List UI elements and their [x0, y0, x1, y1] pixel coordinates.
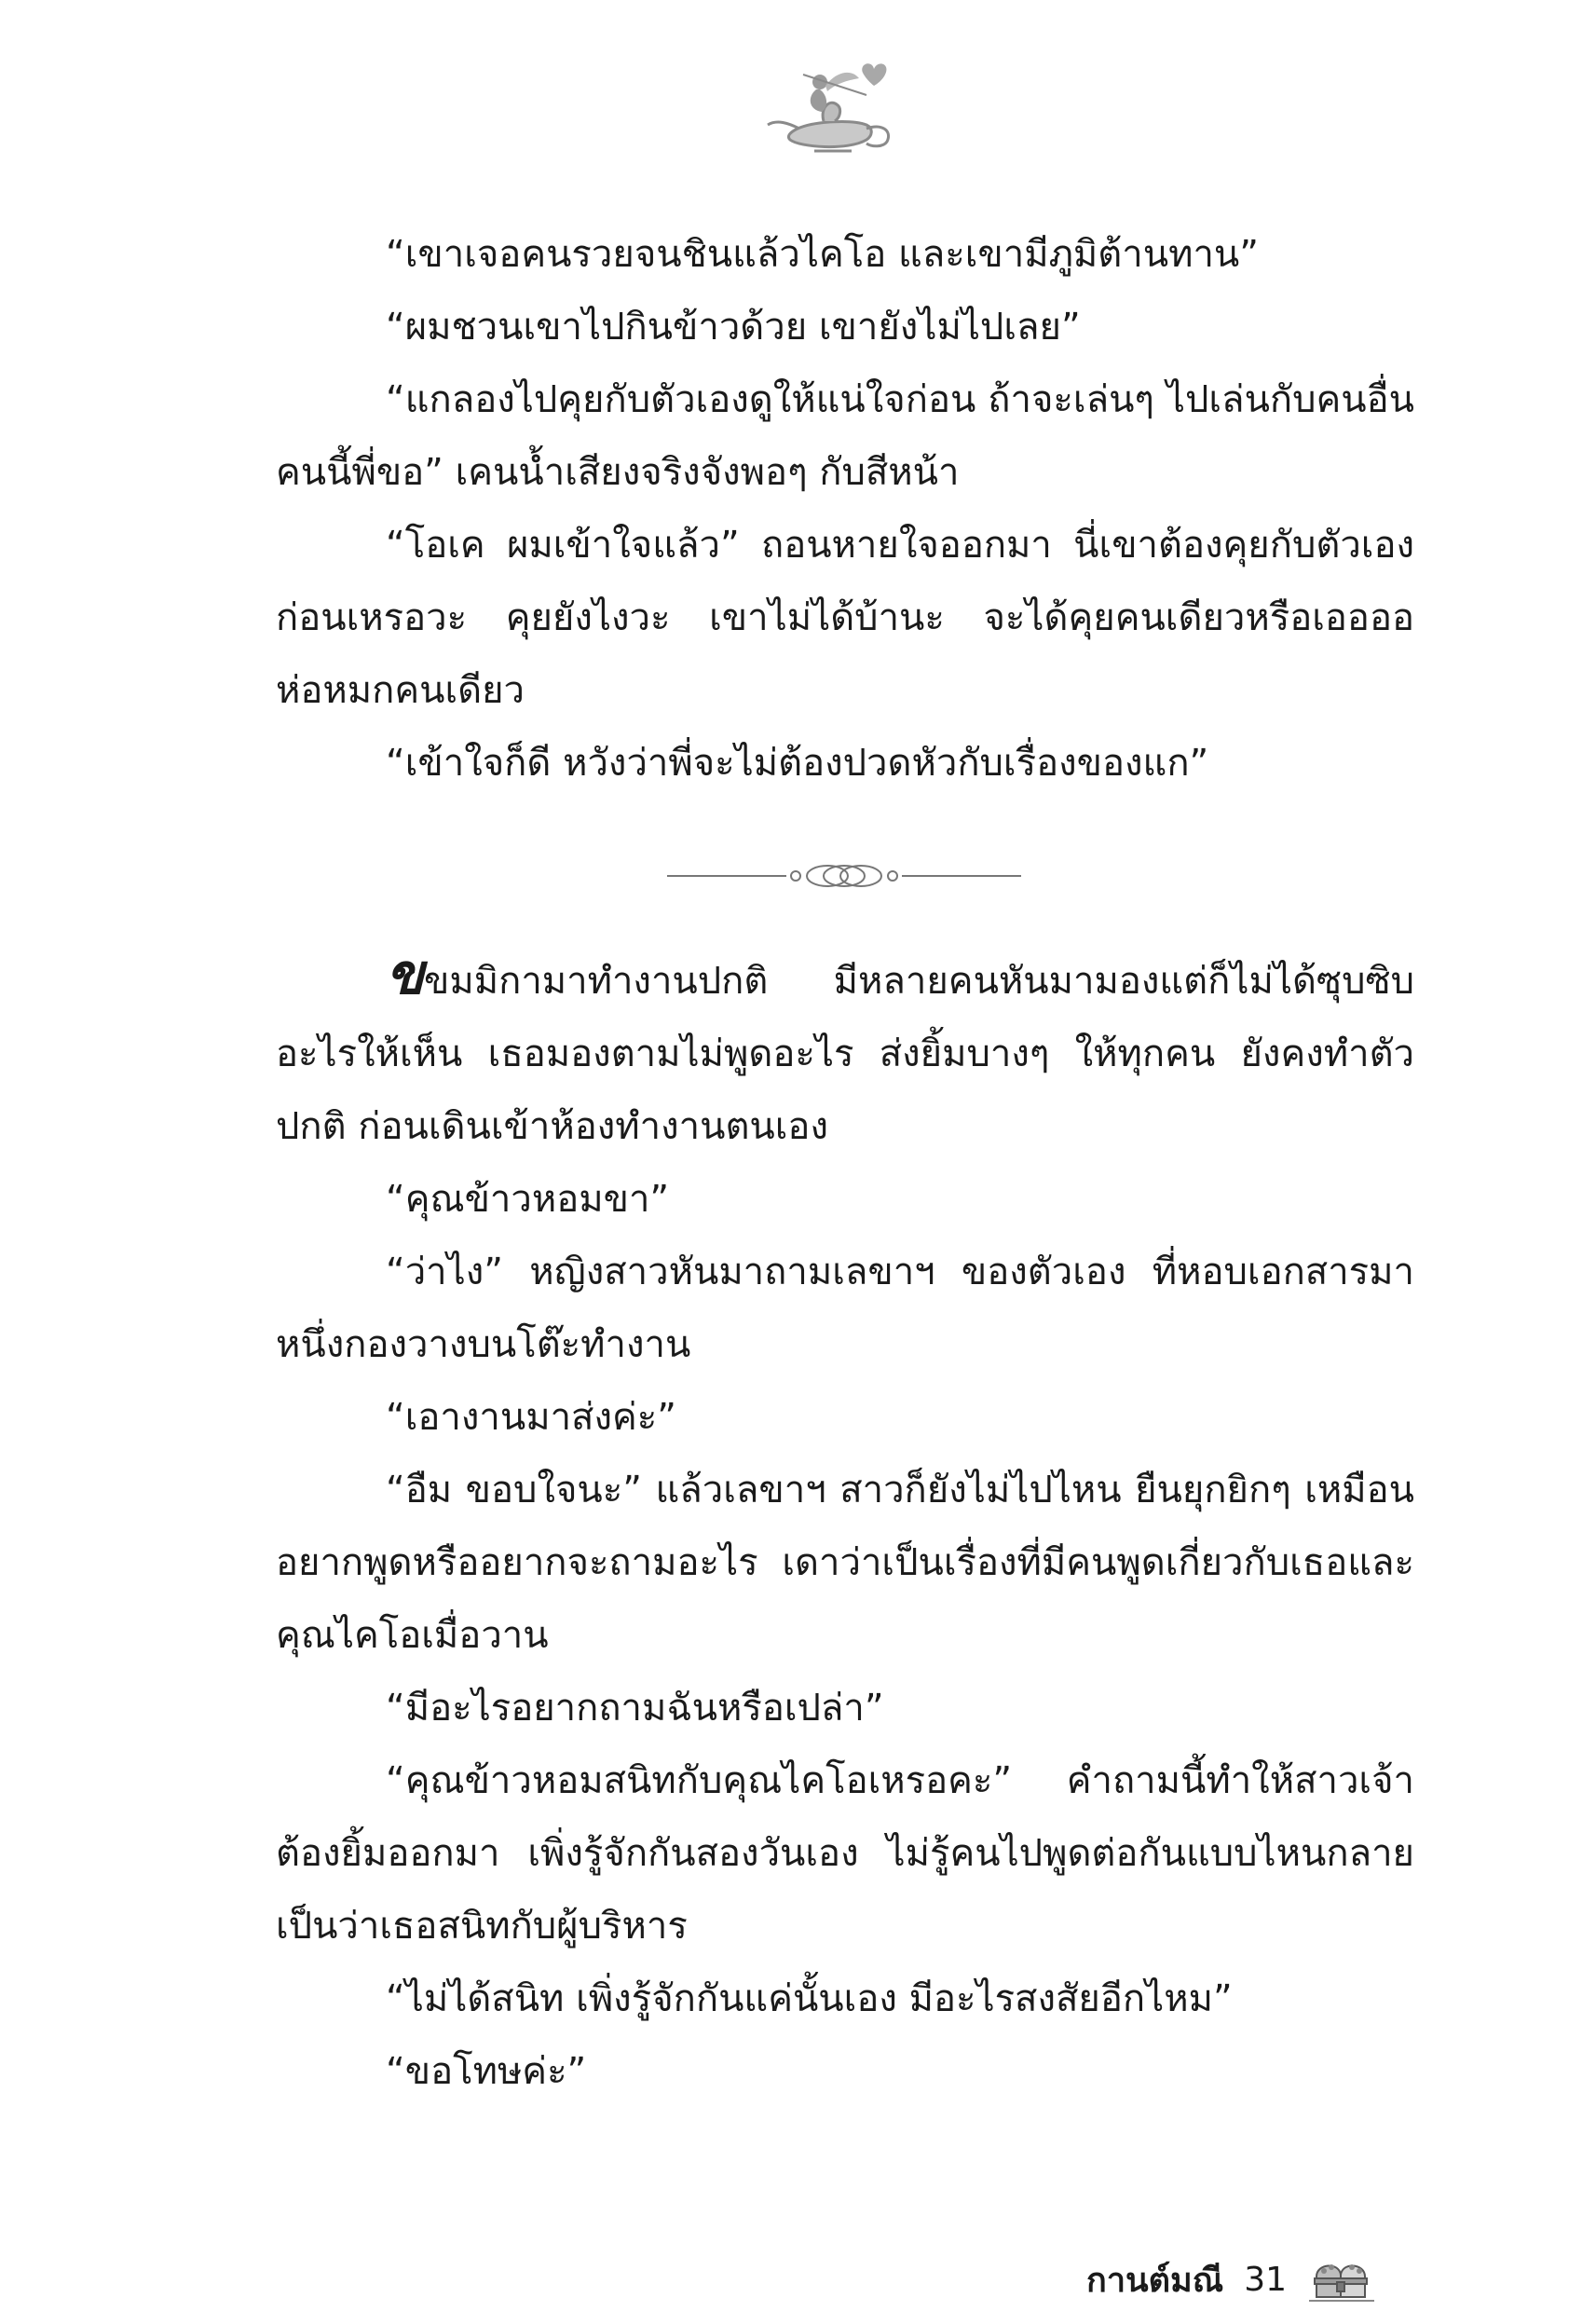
drop-cap: ข [386, 942, 425, 1007]
paragraph-text: ขมมิกามาทำงานปกติ มีหลายคนหันมามองแต่ก็ไม่ได้ซุบซิบอะไรให้เห็น เธอมองตามไม่พูดอะไร ส่งยิ้มบางๆ ให้ทุกคน ยังคงทำตัวปกติ ก่อนเดินเข้าห้องทำงานตนเอง [276, 960, 1414, 1148]
ornamental-divider-icon [667, 855, 1021, 896]
paragraph: “ผมชวนเขาไปกินข้าวด้วย เขายังไม่ไปเลย” [386, 306, 1081, 349]
paragraph: “คุณข้าวหอมสนิทกับคุณไคโอเหรอคะ” คำถามนี้ทำให้สาวเจ้าต้องยิ้มออกมา เพิ่งรู้จักกันสองวันเอง ไม่รู้คนไปพูดต่อกันแบบไหนกลายเป็นว่าเธอสนิทกับผู้บริหาร [276, 1759, 1414, 1948]
paragraph: “เข้าใจก็ดี หวังว่าพี่จะไม่ต้องปวดหัวกับเรื่องของแก” [386, 742, 1209, 785]
paragraph: “เอางานมาส่งค่ะ” [386, 1396, 676, 1439]
page-number: 31 [1244, 2261, 1287, 2299]
paragraph: “มีอะไรอยากถามฉันหรือเปล่า” [386, 1687, 884, 1730]
section-1 [276, 218, 1414, 800]
section-2 [276, 942, 1414, 2108]
paragraph: “แกลองไปคุยกับตัวเองดูให้แน่ใจก่อน ถ้าจะเล่นๆ ไปเล่นกับคนอื่น คนนี้พี่ขอ” เคนน้ำเสียงจริงจังพอๆ กับสีหน้า [276, 378, 1414, 494]
paragraph: “โอเค ผมเข้าใจแล้ว” ถอนหายใจออกมา นี่เขาต้องคุยกับตัวเองก่อนเหรอวะ คุยยังไงวะ เขาไม่ได้บ้านะ จะได้คุยคนเดียวหรือเออออห่อหมกคนเดียว [276, 524, 1414, 712]
paragraph: “คุณข้าวหอมขา” [386, 1178, 670, 1221]
book-title: กานต์มณี [1086, 2262, 1224, 2300]
treasure-chest-icon [1307, 2256, 1376, 2304]
paragraph: “อืม ขอบใจนะ” แล้วเลขาฯ สาวก็ยังไม่ไปไหน ยืนยุกยิกๆ เหมือนอยากพูดหรืออยากจะถามอะไร เดาว่าเป็นเรื่องที่มีคนพูดเกี่ยวกับเธอและคุณไคโอเมื่อวาน [276, 1469, 1414, 1657]
genie-lamp-with-cupid-icon [762, 54, 902, 164]
paragraph: “ไม่ได้สนิท เพิ่งรู้จักกันแค่นั้นเอง มีอะไรสงสัยอีกไหม” [386, 1977, 1233, 2020]
paragraph: “ขอโทษค่ะ” [386, 2050, 587, 2093]
paragraph-with-dropcap [276, 942, 1414, 1163]
paragraph: “เขาเจอคนรวยจนชินแล้วไคโอ และเขามีภูมิต้านทาน” [386, 233, 1259, 276]
page-footer [1086, 2253, 1376, 2306]
paragraph: “ว่าไง” หญิงสาวหันมาถามเลขาฯ ของตัวเอง ที่หอบเอกสารมาหนึ่งกองวางบนโต๊ะทำงาน [276, 1251, 1414, 1366]
